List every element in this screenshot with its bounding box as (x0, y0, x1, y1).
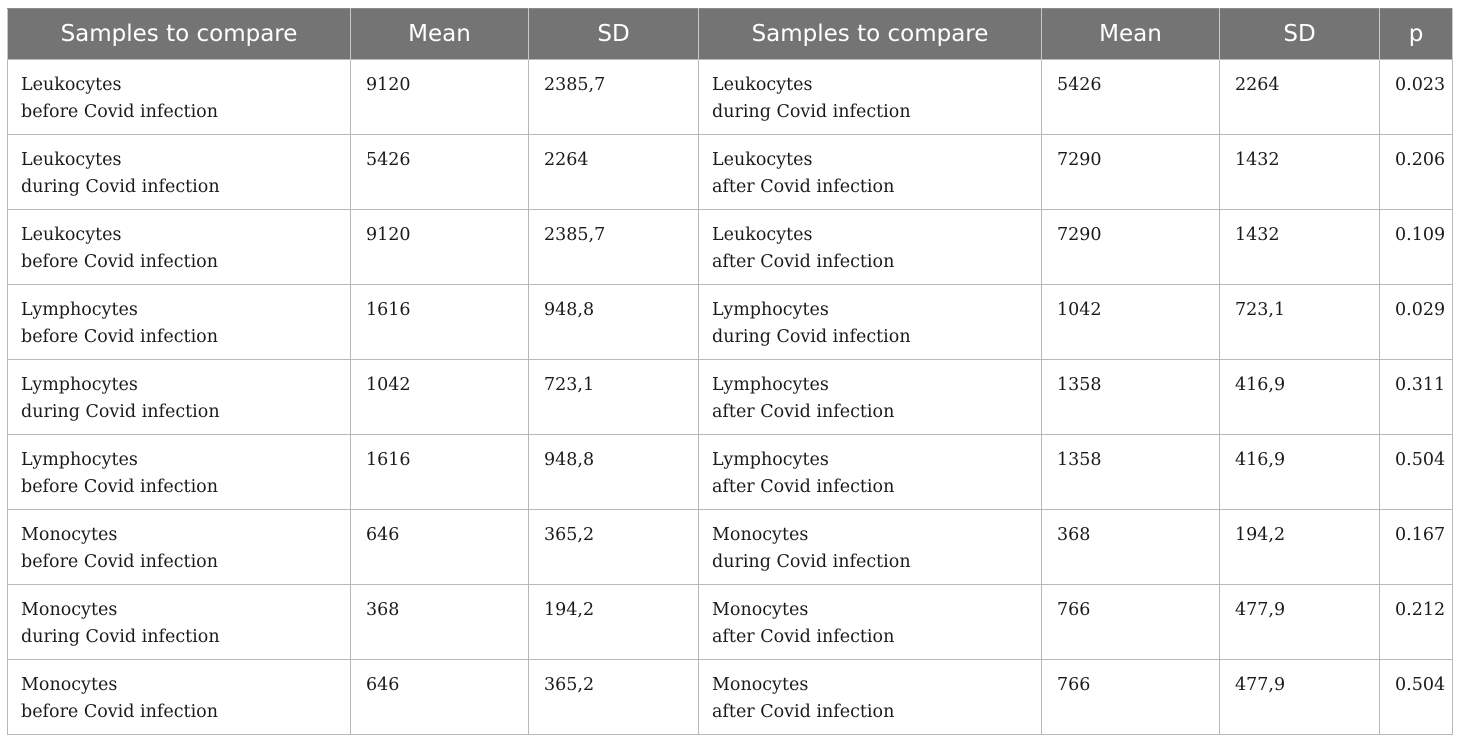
sd-b-value: 2264 (1235, 75, 1280, 95)
mean-b-value: 7290 (1057, 150, 1102, 170)
sd-b-cell (1220, 210, 1380, 285)
sample-a-cell-period: during Covid infection (21, 627, 220, 647)
sample-b-cell (699, 285, 1042, 360)
sample-b-cell-type: Lymphocytes (712, 450, 829, 470)
sd-b-cell (1220, 135, 1380, 210)
sd-a-cell (529, 510, 699, 585)
mean-a-cell (351, 585, 529, 660)
sd-b-value: 1432 (1235, 225, 1280, 245)
header-p: p (1380, 9, 1453, 60)
header-mean-a: Mean (351, 9, 529, 60)
mean-a-value: 9120 (366, 225, 411, 245)
p-value: 0.109 (1395, 225, 1446, 245)
sample-a-cell-period: before Covid infection (21, 327, 218, 347)
sample-a-cell-type: Monocytes (21, 675, 118, 695)
sample-a-cell (8, 585, 351, 660)
sd-b-value: 477,9 (1235, 600, 1286, 620)
sample-b-cell-period: during Covid infection (712, 102, 911, 122)
sample-a-cell-type: Leukocytes (21, 150, 122, 170)
sample-b-cell-period: after Covid infection (712, 477, 895, 497)
mean-a-value: 5426 (366, 150, 411, 170)
mean-b-value: 368 (1057, 525, 1091, 545)
header-samples-a: Samples to compare (8, 9, 351, 60)
p-value: 0.504 (1395, 450, 1446, 470)
sample-b-cell (699, 135, 1042, 210)
mean-a-cell (351, 360, 529, 435)
sd-b-cell (1220, 660, 1380, 735)
p-value-cell (1380, 60, 1453, 135)
mean-a-value: 1616 (366, 300, 411, 320)
sample-b-cell (699, 210, 1042, 285)
sd-b-value: 416,9 (1235, 450, 1286, 470)
sample-a-cell-period: during Covid infection (21, 177, 220, 197)
mean-b-cell (1042, 660, 1220, 735)
sample-b-cell-type: Leukocytes (712, 75, 813, 95)
sample-a-cell-period: before Covid infection (21, 102, 218, 122)
p-value-cell (1380, 660, 1453, 735)
p-value-cell (1380, 210, 1453, 285)
sample-b-cell-period: after Covid infection (712, 702, 895, 722)
header-row (8, 9, 1453, 60)
sd-b-cell (1220, 360, 1380, 435)
p-value-cell (1380, 135, 1453, 210)
header-samples-b: Samples to compare (699, 9, 1042, 60)
mean-b-value: 766 (1057, 675, 1091, 695)
mean-a-cell (351, 660, 529, 735)
mean-a-value: 1042 (366, 375, 411, 395)
p-value-cell (1380, 510, 1453, 585)
mean-b-value: 7290 (1057, 225, 1102, 245)
sd-a-value: 2264 (544, 150, 589, 170)
sample-a-cell (8, 510, 351, 585)
sd-a-value: 365,2 (544, 675, 595, 695)
mean-a-cell (351, 435, 529, 510)
sd-b-cell (1220, 585, 1380, 660)
sd-b-value: 1432 (1235, 150, 1280, 170)
mean-a-value: 646 (366, 675, 400, 695)
p-value: 0.212 (1395, 600, 1446, 620)
sample-b-cell-period: during Covid infection (712, 552, 911, 572)
mean-a-cell (351, 60, 529, 135)
header-mean-b: Mean (1042, 9, 1220, 60)
sd-a-cell (529, 585, 699, 660)
table-row (8, 585, 1453, 660)
mean-b-cell (1042, 60, 1220, 135)
sd-b-value: 477,9 (1235, 675, 1286, 695)
table-row (8, 435, 1453, 510)
table-row (8, 285, 1453, 360)
mean-b-value: 1042 (1057, 300, 1102, 320)
sample-b-cell-type: Leukocytes (712, 225, 813, 245)
sd-a-value: 723,1 (544, 375, 595, 395)
sample-b-cell (699, 435, 1042, 510)
sample-a-cell-type: Lymphocytes (21, 375, 138, 395)
mean-a-value: 368 (366, 600, 400, 620)
p-value: 0.206 (1395, 150, 1446, 170)
sample-a-cell-type: Leukocytes (21, 75, 122, 95)
p-value: 0.311 (1395, 375, 1446, 395)
sample-b-cell-type: Lymphocytes (712, 300, 829, 320)
mean-a-cell (351, 285, 529, 360)
sample-a-cell-period: before Covid infection (21, 477, 218, 497)
p-value-cell (1380, 285, 1453, 360)
p-value: 0.504 (1395, 675, 1446, 695)
sample-b-cell (699, 360, 1042, 435)
mean-b-cell (1042, 360, 1220, 435)
p-value-cell (1380, 585, 1453, 660)
sd-a-cell (529, 660, 699, 735)
sd-b-cell (1220, 285, 1380, 360)
mean-a-cell (351, 510, 529, 585)
comparison-table (7, 8, 1453, 735)
sample-b-cell (699, 585, 1042, 660)
table-row (8, 510, 1453, 585)
sample-b-cell (699, 660, 1042, 735)
sd-a-cell (529, 210, 699, 285)
mean-b-cell (1042, 210, 1220, 285)
sd-a-value: 365,2 (544, 525, 595, 545)
sd-b-cell (1220, 510, 1380, 585)
p-value: 0.029 (1395, 300, 1446, 320)
mean-b-cell (1042, 510, 1220, 585)
sd-b-cell (1220, 60, 1380, 135)
sd-a-cell (529, 285, 699, 360)
p-value-cell (1380, 435, 1453, 510)
header-sd-a: SD (529, 9, 699, 60)
table-row (8, 60, 1453, 135)
sd-a-value: 194,2 (544, 600, 595, 620)
header-sd-b: SD (1220, 9, 1380, 60)
sample-a-cell-period: before Covid infection (21, 252, 218, 272)
sd-a-value: 948,8 (544, 450, 595, 470)
sample-b-cell-type: Monocytes (712, 675, 809, 695)
sample-a-cell-type: Lymphocytes (21, 450, 138, 470)
sample-a-cell (8, 360, 351, 435)
mean-a-cell (351, 135, 529, 210)
mean-a-cell (351, 210, 529, 285)
sample-a-cell-type: Leukocytes (21, 225, 122, 245)
sd-b-value: 194,2 (1235, 525, 1286, 545)
sample-b-cell-period: after Covid infection (712, 177, 895, 197)
mean-b-value: 5426 (1057, 75, 1102, 95)
mean-a-value: 9120 (366, 75, 411, 95)
mean-b-value: 1358 (1057, 375, 1102, 395)
sample-b-cell-period: after Covid infection (712, 402, 895, 422)
mean-b-cell (1042, 585, 1220, 660)
p-value: 0.167 (1395, 525, 1446, 545)
p-value-cell (1380, 360, 1453, 435)
mean-a-value: 646 (366, 525, 400, 545)
sd-b-value: 416,9 (1235, 375, 1286, 395)
sample-b-cell-period: after Covid infection (712, 252, 895, 272)
table-row (8, 135, 1453, 210)
sample-a-cell (8, 435, 351, 510)
sd-a-cell (529, 435, 699, 510)
p-value: 0.023 (1395, 75, 1446, 95)
sample-a-cell-type: Monocytes (21, 525, 118, 545)
sample-a-cell (8, 210, 351, 285)
sample-b-cell (699, 510, 1042, 585)
sample-a-cell-period: before Covid infection (21, 552, 218, 572)
sd-a-value: 2385,7 (544, 75, 606, 95)
table-row (8, 210, 1453, 285)
sample-b-cell-type: Leukocytes (712, 150, 813, 170)
mean-b-cell (1042, 285, 1220, 360)
mean-b-cell (1042, 135, 1220, 210)
sample-b-cell-type: Monocytes (712, 525, 809, 545)
sample-a-cell (8, 60, 351, 135)
sample-b-cell-type: Monocytes (712, 600, 809, 620)
sample-b-cell-period: after Covid infection (712, 627, 895, 647)
sample-b-cell-period: during Covid infection (712, 327, 911, 347)
table-row (8, 360, 1453, 435)
sample-a-cell (8, 135, 351, 210)
sample-a-cell-type: Monocytes (21, 600, 118, 620)
mean-a-value: 1616 (366, 450, 411, 470)
sample-a-cell-period: before Covid infection (21, 702, 218, 722)
sample-a-cell-period: during Covid infection (21, 402, 220, 422)
sd-b-cell (1220, 435, 1380, 510)
sd-a-cell (529, 60, 699, 135)
sample-b-cell (699, 60, 1042, 135)
mean-b-cell (1042, 435, 1220, 510)
sd-a-cell (529, 135, 699, 210)
sd-a-value: 2385,7 (544, 225, 606, 245)
table-row (8, 660, 1453, 735)
sample-a-cell (8, 660, 351, 735)
sample-b-cell-type: Lymphocytes (712, 375, 829, 395)
sample-a-cell (8, 285, 351, 360)
mean-b-value: 766 (1057, 600, 1091, 620)
sd-a-cell (529, 360, 699, 435)
sd-a-value: 948,8 (544, 300, 595, 320)
mean-b-value: 1358 (1057, 450, 1102, 470)
sample-a-cell-type: Lymphocytes (21, 300, 138, 320)
sd-b-value: 723,1 (1235, 300, 1286, 320)
